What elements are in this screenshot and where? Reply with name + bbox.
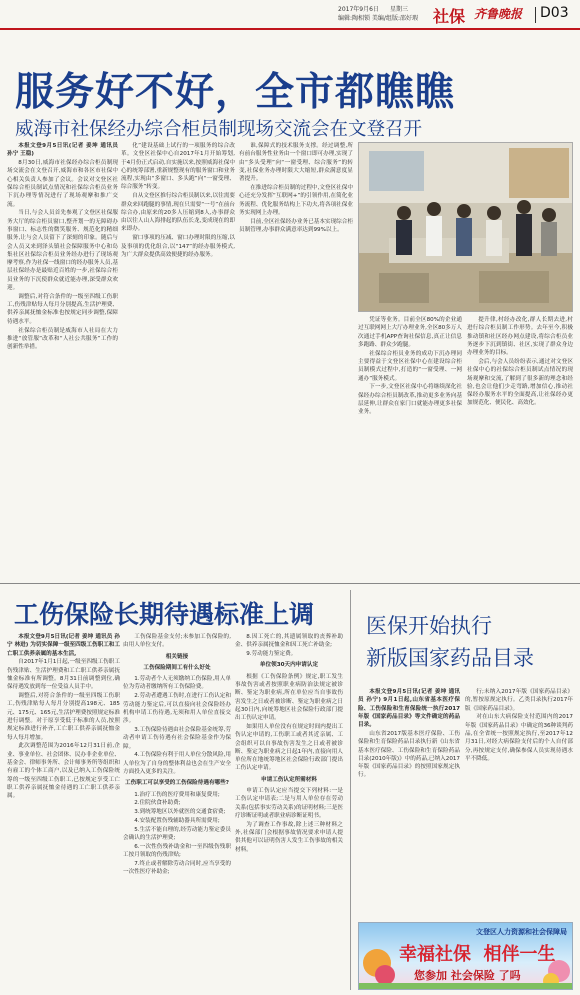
paragraph: 8.因工死亡的,其遗属领取的丧葬补助金、供养亲属抚恤金和因工死亡补助金;: [235, 634, 343, 649]
paragraph: 谁,保障式的技术服务支撑。经过调整,所有前台服务性业务由一个窗口即可办理,实现了由“多头受理”向“一窗受理、综合服务”的转变,社保业务办理时限大大缩短,群众满意度显著提升。: [239, 143, 353, 183]
subheading: 单位领30天内申请认定: [259, 662, 319, 669]
story3-headline-line2: 新版国家药品目录: [366, 646, 534, 670]
paragraph: 山东省2017版基本医疗保险、工伤保险和生育保险药品目录执行新《山东省基本医疗保险、工伤保险和生育保险药品目录(2010年版)》中的药品,已纳入2017年版《国家药品目录》的按照国家规定执行。: [358, 730, 460, 779]
story3-column-2: [465, 688, 573, 916]
paragraph: 对在山东大病保险支付范围内的2017年版《国家药品目录》中确定的36种谈判药品,在全省统一按照规定执行,至2017年12月31日,对经大病保险支付后的个人自付部分,再按规定支付,确保参保人员实现待遇水平不降低。: [465, 714, 573, 762]
paragraph: 根据《工伤保险条例》规定,职工发生事故伤害或者按照职业病防治法规定被诊断、鉴定为职业病,所在单位应当自事故伤害发生之日或者被诊断、鉴定为职业病之日起30日内,向统筹地区社会保险行政部门提出工伤认定申请。: [235, 673, 343, 722]
story1-column-4: [358, 316, 462, 577]
paragraph: 此次调整范围为2016年12月31日前,企业、事业单位、社会团体、民办非企业单位、基金会、律师事务所、会计师事务所等组织和有雇工的个体工商户,以及已纳入工伤保险统筹的一级至四级工伤职工,已按规定享受工亡职工供养亲属抚恤金待遇的工亡职工供养亲属。: [7, 743, 120, 800]
paragraph: 6.一次性伤残补助金和一至四级伤残职工按月领取的伤残津贴;: [123, 843, 231, 859]
paragraph: 在推进综合柜员制的过程中,文登区社保中心还充分发挥“互联网+”的引领作用,在简化业务流程、优化服务结构上下功夫,将各项社保业务实现网上办理。: [239, 184, 353, 216]
paragraph: 1.治疗工伤的医疗费用和康复费用;: [134, 791, 220, 798]
masthead: [0, 0, 580, 30]
story2-column-3: [235, 633, 343, 991]
social-security-banner: [358, 922, 573, 990]
paragraph: 9.劳动能力鉴定费。: [246, 651, 297, 658]
story1-column-3: [239, 142, 353, 577]
paragraph: 自从文登区推行综合柜员制以来,以往需要群众来回跑腿的事情,现在只需要“一号”在前台综合办,由原来的20多人压缩到8人,办事群众由以往人山人海排起的队伍长龙,变成现在的即来即办。: [121, 193, 235, 233]
paragraph: 3.工伤保险待遇由社会保险基金统筹,劳动者申请工伤待遇有社会保险基金作为保障。: [123, 726, 231, 750]
paragraph: 窗口事项的压减、窗口办理时限的压缩,以及事项的优化组合,以“147”的经办服务模式,为广大群众提供高效便捷的经办服务。: [121, 235, 235, 258]
subheading: 工伤保险期间工有什么好处: [143, 664, 211, 671]
paragraph: 下一步,文登区社保中心将继续深化社保经办综合柜员制改革,推动更多业务向基层延伸,让群众在家门口就能办理更多社保业务。: [358, 384, 462, 416]
paragraph: 4.安装配置伤残辅助器具所需费用;: [134, 817, 220, 824]
paragraph: 凭证等业务。目前全区80%的企业通过互联网网上大厅办理业务,全区80多万人次通过手机APP查询社保信息,真正让信息多跑路、群众少跑腿。: [358, 317, 462, 348]
editors-credit: 编辑:陶相锁 美编/组版:邵好瑕: [338, 15, 418, 22]
story2-column-1: [7, 633, 120, 991]
paper-logo: 齐鲁晚报: [474, 7, 523, 21]
paragraph: 化”建设基础上试行的一项服务的综合改革。文登区社保中心自2017年1月开始筹划,于4月份正式启动,自实施以来,按照威海社保中心的统筹部署,重新规整现有的服务窗口和业务流程,实现由“多窗口、多头跑”向“一窗受理、综合服务”转变。: [121, 143, 235, 191]
paragraph: 社保综合柜员业务的成功下沉办理同主要得益于文登区社保中心在建设综合柜员制模式过程中,打造的“一窗受理、一网通办”服务模式。: [358, 350, 462, 382]
paragraph: 4.工伤保险有利于用人单位分散风险,用人单位为了自身的整体利益也会在生产安全方面投入更多的关注。: [123, 752, 231, 775]
section-divider: [0, 583, 580, 584]
banner-tagline: 您参加 社会保险 了吗: [414, 969, 521, 982]
conference-photo-image: [359, 143, 573, 312]
paragraph: 目前,全区社保经办业务已基本实现综合柜员制管理,办事群众满意率达到99%以上。: [239, 218, 353, 233]
conference-photo: [358, 142, 573, 312]
paragraph: 8月30日,威海市社保经办综合柜员制现场交流会在文登召开,威海市和各区市社保中心相关负责人参加了会议。会议对文登区社保综合柜员制试点情况和社保综合柜员业务下沉办理等情况进行了现场观摩和推广交流。: [7, 160, 118, 208]
page-number: D03: [540, 5, 569, 21]
paragraph: 工伤保险基金支付;未参加工伤保险的,由用人单位支付。: [123, 634, 231, 649]
paragraph: 为了调查工作事故,除上述三种材料之外,社保部门会根据事故情况要求申请人提供其他可以证明伤害人发生工伤事故的相关材料。: [235, 821, 343, 853]
story2-column-2: [123, 633, 231, 991]
paragraph: 调整后,对符合条件的一级至四级工伤职工,伤残津贴每人每月分别提高198元、185元、175元、165元,生活护理费按照规定标准进行调整。对于原享受低于标准的人员,按照规定标准进行补齐,工亡职工供养亲属抚恤金每人每月增加。: [7, 693, 120, 741]
story2-headline: 工伤保险长期待遇标准上调: [14, 600, 315, 629]
page-divider: [535, 7, 536, 23]
paragraph: 7.终止或者解除劳动合同时,应当享受的一次性医疗补助金;: [123, 860, 231, 876]
story3-headline-line1: 医保开始执行: [366, 614, 492, 638]
paragraph: 自2017年1月1日起,一级至四级工伤职工伤残津贴、生活护理费和工亡职工供养亲属抚恤金标准有所调整。8月31日前调整到位,确保待遇发放到每一位受益人员手中。: [7, 659, 120, 691]
paragraph: 3.到统筹地区以外就医的交通食宿费;: [134, 809, 226, 816]
paragraph: 5.生活不能自理的,经劳动能力鉴定委员会确认的生活护理费;: [123, 826, 231, 842]
section-name: 社保: [433, 7, 466, 26]
column-divider: [350, 590, 351, 990]
story1-column-5: [467, 316, 573, 577]
story3-column-1: [358, 688, 460, 916]
paragraph: 调整后,对符合条件的一级至四级工伤职工,伤残津贴每人每月分别提高,生活护理费、供养亲属抚恤金标准也按规定同步调整,保障待遇水平。: [7, 293, 118, 325]
paragraph: 1.劳动者个人无须缴纳工伤保险,用人单位为劳动者缴纳所有工伤保险费。: [123, 676, 231, 691]
paragraph: 会后,与会人员纷纷表示,通过对文登区社保中心的社保综合柜员制试点情况的现场观摩和交流,了解到了很多新的理念和经验,也会让他们少走弯路,增加信心,推动社保经办服务水平的全面提高,让社保经办更加规范化、便民化、高效化。: [467, 358, 573, 407]
masthead-rule: [0, 28, 580, 30]
subheading: 工伤职工可以享受的工伤保险待遇有哪些?: [125, 780, 229, 787]
related-links-heading: 相关链接: [165, 653, 189, 660]
paragraph: 提升律,村经办改化,群人长期去进,村进行综合柜员制工作形势。去年至今,积极推动镇和社区经办网点建设,将综合柜员业务逐步下沉到镇街、社区,实现了群众身边办理业务的目标。: [467, 317, 573, 357]
story1-subhead: 威海市社保经办综合柜员制现场交流会在文登召开: [15, 119, 423, 140]
paragraph: 申请工伤认定应当提交下列材料:一是工伤认定申请表;二是与用人单位存在劳动关系(包括事实劳动关系)的证明材料;三是医疗诊断证明或者职业病诊断证明书。: [235, 788, 343, 819]
subheading: 申请工伤认定所需材料: [261, 776, 317, 783]
issue-date: 2017年9月6日: [338, 6, 379, 13]
story2-byline: 本报文登9月5日讯(记者 姜坤 通讯员 孙宁 林进) 为切实保障一级至四级工伤职工和工亡职工供养亲属的基本生活,: [7, 634, 120, 657]
paragraph: 2.劳动者遭遇工伤时,在进行工伤认定和劳动能力鉴定后,可以直接向社会保险经办机构申请工伤待遇,无须和用人单位直接交涉。: [123, 693, 231, 725]
paragraph: 如果用人单位没有在规定时间内提出工伤认定申请的,工伤职工或者其近亲属、工会组织可以自事故伤害发生之日或者被诊断、鉴定为职业病之日起1年内,直接向用人单位所在地统筹地区社会保险行政部门提出工伤认定申请。: [235, 723, 343, 772]
banner-organization: 文登区人力资源和社会保障局: [476, 928, 567, 936]
story1-column-2: [121, 142, 235, 577]
story1-column-1: [7, 142, 118, 577]
paragraph: 行;未纳入2017年版《国家药品目录》的,暂按原规定执行。乙类目录执行2017年版《国家药品目录》。: [465, 689, 573, 712]
paragraph: 当日,与会人员首先参观了文登区社保服务大厅的综合柜员窗口,整齐划一的无障碍办事窗口、标志性的微笑服务、规范化的精细服务,让与会人员留下了深刻的印象。随后与会人员又来到泽头镇社会保障服务中心和岛集社区社保综合柜员业务经办进行了现场观摩考察,作为社保一线窗口的经办服务人员,基层社保经办是最贴近百姓的一步,社保综合柜员业务的下沉使群众就近能办理,深受群众欢迎。: [7, 210, 118, 292]
paragraph: 社保综合柜员制是威海市人社局在大力推进“放管服”改革和“人社公共服务”工作的创新性举措。: [7, 327, 118, 351]
story1-headline: 服务好不好，全市都瞧瞧: [15, 69, 456, 115]
banner-slogan: 幸福社保 相伴一生: [399, 944, 556, 965]
story3-byline: 本报文登9月5日讯(记者 姜坤 通讯员 孙宁) 9月1日起,山东省基本医疗保险、工伤保险和生育保险统一执行2017年版《国家药品目录》等文件确定的药品目录。: [358, 689, 460, 729]
paragraph: 2.住院伙食补助费;: [134, 800, 181, 807]
story1-byline: 本报文登9月5日讯(记者 姜坤 通讯员 孙宁 王稳): [7, 143, 118, 158]
issue-weekday: 星期三: [390, 6, 409, 13]
